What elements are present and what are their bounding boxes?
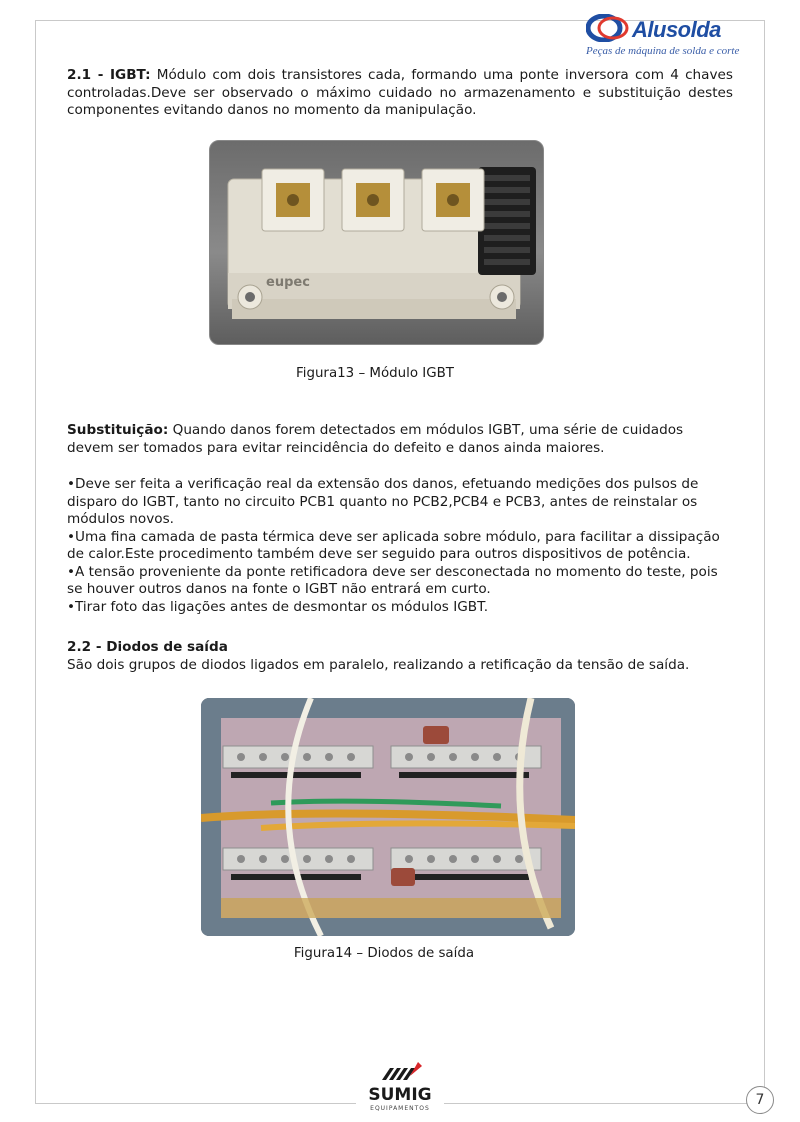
bullet-item: •Tirar foto das ligações antes de desmontar os módulos IGBT. — [67, 598, 489, 615]
replacement-body: Quando danos forem detectados em módulos IGBT, uma série de cuidados devem ser tomados para evitar reincidência do defeito e danos ainda maiores. — [67, 422, 684, 456]
replacement-heading: Substituição: — [67, 422, 169, 438]
figure14-caption: Figura14 – Diodos de saída — [293, 946, 475, 961]
bullet-item: •Uma fina camada de pasta térmica deve ser aplicada sobre módulo, para facilitar a dissipação de calor.Este procedimento também deve ser seguido para outros dispositivos de potência. — [67, 528, 720, 562]
alusolda-logo-mark — [586, 14, 630, 42]
sumig-logo — [356, 1058, 444, 1114]
output-diodes-photo — [201, 698, 575, 936]
igbt-heading: 2.1 - IGBT: — [67, 67, 151, 83]
igbt-body: Módulo com dois transistores cada, formando uma ponte inversora com 4 chaves controladas.Deve ser observado o máximo cuidado no armazenamento e substituição destes componentes evitando danos no momento da manipulação. — [67, 67, 733, 118]
sumig-wordmark: SUMIG — [368, 1085, 432, 1105]
igbt-paragraph — [67, 67, 733, 120]
figure13-caption: Figura13 – Módulo IGBT — [296, 366, 454, 381]
igbt-module-illustration — [210, 141, 543, 344]
diodes-section — [67, 639, 733, 674]
sumig-subtitle: EQUIPAMENTOS — [370, 1105, 430, 1112]
page-number: 7 — [746, 1086, 774, 1114]
bullet-item: •Deve ser feita a verificação real da extensão dos danos, efetuando medições dos pulsos de disparo do IGBT, tanto no circuito PCB1 quanto no PCB2,PCB4 e PCB3, antes de reinstalar os módulos novos. — [67, 476, 699, 527]
alusolda-logo — [582, 12, 754, 60]
replacement-bullets — [67, 476, 733, 616]
output-diodes-illustration — [201, 698, 575, 936]
igbt-module-photo — [209, 140, 544, 345]
footer-rule-right — [465, 1103, 745, 1104]
module-label: eupec — [266, 275, 310, 290]
diodes-heading: 2.2 - Diodos de saída — [67, 639, 228, 655]
bullet-item: •A tensão proveniente da ponte retificadora deve ser desconectada no momento do teste, pois se houver outros danos na fonte o IGBT não entrará em curto. — [67, 563, 718, 597]
brand-tagline: Peças de máquina de solda e corte — [586, 45, 740, 57]
diodes-body: São dois grupos de diodos ligados em paralelo, realizando a retificação da tensão de saída. — [67, 656, 690, 673]
brand-name: Alusolda — [632, 17, 721, 42]
replacement-paragraph — [67, 422, 733, 457]
sumig-logo-mark — [356, 1058, 444, 1114]
footer-rule-left — [35, 1103, 335, 1104]
